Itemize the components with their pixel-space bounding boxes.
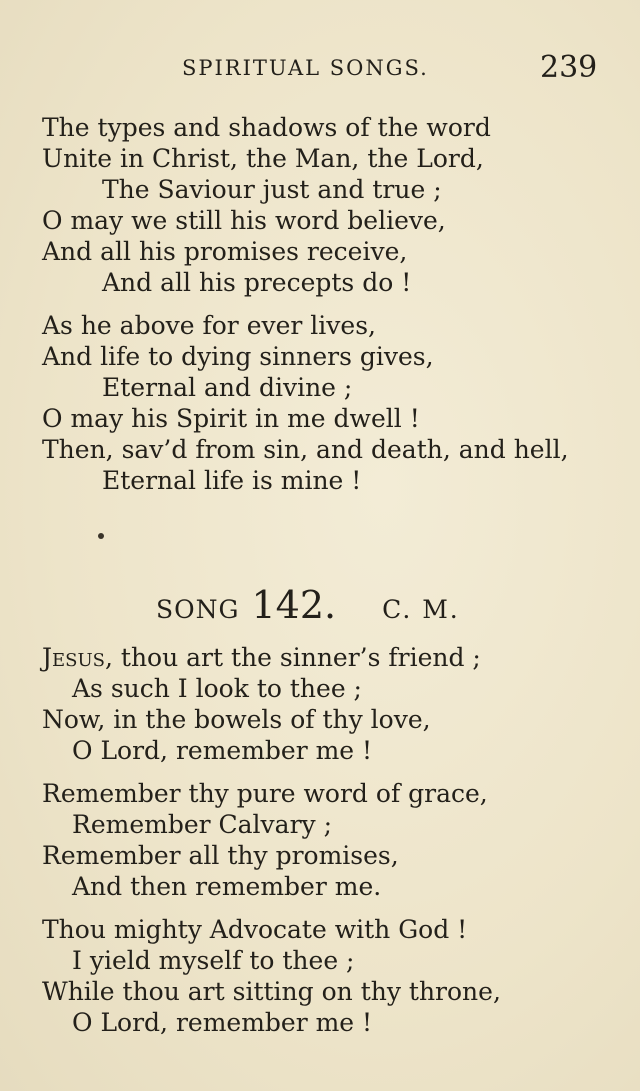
verse-line: Remember thy pure word of grace,: [42, 779, 488, 808]
song-meter: C. M.: [382, 595, 460, 624]
verse-line: I yield myself to thee ;: [72, 946, 355, 975]
verse-line: Eternal life is mine !: [102, 466, 362, 495]
verse-line: The Saviour just and true ;: [102, 175, 442, 204]
verse-line: Eternal and divine ;: [102, 373, 353, 402]
verse-line: Thou mighty Advocate with God !: [42, 915, 468, 944]
verse-line: O may his Spirit in me dwell !: [42, 404, 420, 433]
first-word-initial: J: [42, 643, 53, 672]
verse-line: O Lord, remember me !: [72, 1008, 373, 1037]
verse-line: Now, in the bowels of thy love,: [42, 705, 431, 734]
verse-line: And life to dying sinners gives,: [42, 342, 434, 371]
first-word-rest: esus: [52, 643, 106, 672]
verse-line: O Lord, remember me !: [72, 736, 373, 765]
running-head: SPIRITUAL SONGS.: [182, 56, 429, 80]
verse-line: While thou art sitting on thy throne,: [42, 977, 501, 1006]
verse-line: Then, sav’d from sin, and death, and hell,: [42, 435, 569, 464]
verse-line: Unite in Christ, the Man, the Lord,: [42, 144, 484, 173]
verse-line: And all his promises receive,: [42, 237, 408, 266]
verse-line: The types and shadows of the word: [42, 113, 491, 142]
verse-line: Remember Calvary ;: [72, 810, 333, 839]
verse-line: O may we still his word believe,: [42, 206, 446, 235]
verse-line: And then remember me.: [72, 872, 382, 901]
song-label: SONG: [156, 595, 240, 624]
verse-line: As such I look to thee ;: [72, 674, 362, 703]
verse-line: And all his precepts do !: [102, 268, 412, 297]
page-number: 239: [540, 50, 598, 85]
verse-line: Remember all thy promises,: [42, 841, 399, 870]
verse-line: As he above for ever lives,: [42, 311, 376, 340]
song-heading: [156, 583, 460, 627]
ink-blot: [98, 533, 104, 539]
verse-line-text: , thou art the sinner’s friend ;: [105, 643, 481, 672]
song-number: 142.: [251, 583, 337, 627]
verse-line-first: [42, 643, 481, 673]
